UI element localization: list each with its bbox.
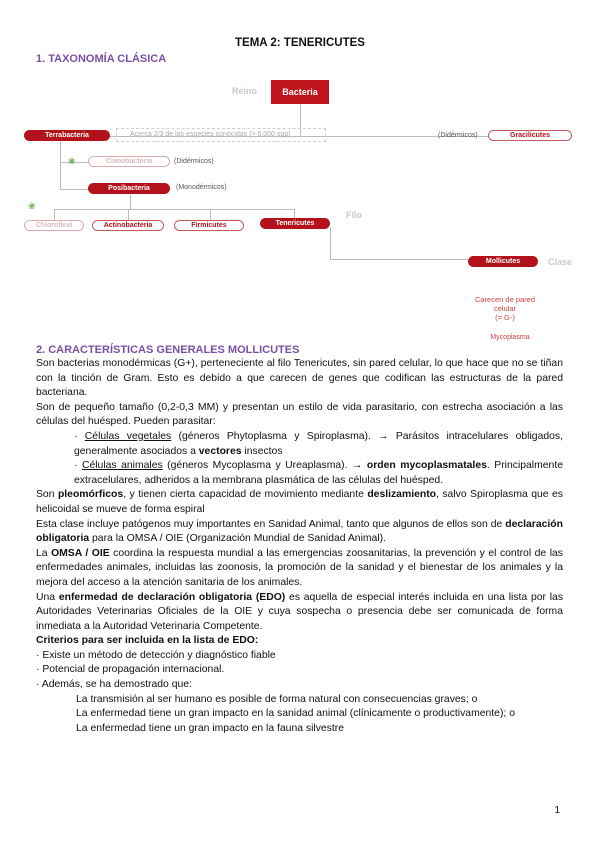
text: , salvo Spiroplasma que es helicoidal se mueve de forma espiral — [36, 489, 563, 515]
text: (géneros Phytoplasma y Spiroplasma). → Parásitos intracelulares obligados, generalmente asociados a — [74, 430, 563, 457]
paragraph — [36, 518, 563, 547]
node-tenericutes: Tenericutes — [260, 218, 330, 229]
bullet-mark: · — [74, 430, 85, 442]
text: para la OMSA / OIE (Organización Mundial de Sanidad Animal). — [89, 533, 386, 545]
term-bold: enfermedad de declaración obligatoria (EDO) — [58, 591, 286, 603]
paragraph: Son bacterias monodérmicas (G+), perteneciente al filo Tenericutes, sin pared celular, lo que hace que no se tiñan con la tinción de Gram. Esto es debido a que carecen de genes que codifican las estructuras de la pared bacteriana. — [36, 358, 563, 399]
note-cianobacteria: (Didérmicos) — [174, 158, 214, 165]
node-firmicutes: Firmicutes — [174, 220, 244, 231]
note-line: (= G-) — [495, 313, 515, 322]
note-didermicos: (Didérmicos) — [438, 132, 478, 139]
body-text — [36, 357, 563, 736]
node-actinobacteria: Actinobacteria — [92, 220, 164, 231]
connector-line — [54, 209, 294, 210]
node-bacteria: Bacteria — [271, 80, 329, 104]
page-title: TEMA 2: TENERICUTES — [235, 37, 365, 49]
text: . Principalmente extracelulares, adheridos a la membrana plasmática de las células del huésped. — [74, 460, 563, 486]
sub-criteria-item: La transmisión al ser humano es posible de forma natural con consecuencias graves; o — [76, 693, 478, 705]
paragraph — [36, 591, 563, 635]
term-bold: OMSA / OIE — [51, 547, 110, 559]
criteria-item: · Además, se ha demostrado que: — [36, 679, 192, 691]
text: La — [36, 547, 52, 559]
rank-label-reino: Reino — [232, 86, 258, 96]
text: Esta clase incluye patógenos muy importantes en Sanidad Animal, tanto que algunos de ellos son de — [36, 518, 506, 530]
note-sin-pared — [460, 295, 550, 322]
connector-line — [60, 189, 90, 190]
text: Son — [36, 489, 58, 501]
node-gracilicutes: Gracilicutes — [488, 130, 572, 141]
section-heading-caracteristicas: 2. CARACTERÍSTICAS GENERALES MOLLICUTES — [36, 344, 300, 356]
sub-criteria-item: La enfermedad tiene un gran impacto en la sanidad animal (clínicamente o productivamente); o — [76, 708, 515, 720]
term-bold: orden mycoplasmatales — [366, 460, 487, 472]
term: Células animales — [81, 460, 163, 472]
criteria-item: · Potencial de propagación internacional. — [36, 664, 225, 676]
term-bold: vectores — [198, 445, 242, 457]
node-cianobacteria: Cianobacteria — [88, 156, 170, 167]
bullet-celulas-vegetales — [36, 430, 563, 459]
paragraph: Son de pequeño tamaño (0,2-0,3 MM) y presentan un estilo de vida parasitario, con estrecha asociación a las células del huésped. Pueden parasitar: — [36, 401, 563, 428]
term-bold: deslizamiento — [367, 489, 437, 501]
note-terrabacteria: Acerca 2/3 de las especies conocidas (> 6.000 spp) — [130, 131, 291, 138]
note-posibacteria: (Monodérmicos) — [176, 184, 227, 191]
rank-label-clase: Clase — [548, 257, 573, 267]
text: coordina la respuesta mundial a las emergencias zoosanitarias, la prevención y el control de las enfermedades animales, incluidas las zoonosis, la promoción de la sanidad y el bienestar de los animales y la mejora del acceso a la atención sanitaria de los animales. — [36, 547, 563, 588]
text: Una — [36, 591, 59, 603]
term-bold: declaración obligatoria — [36, 518, 563, 545]
text: (géneros Mycoplasma y Ureaplasma). → — [162, 460, 367, 472]
text: , y tienen cierta capacidad de movimiento mediante — [123, 489, 368, 501]
bullet-celulas-animales — [36, 459, 563, 488]
term: Células vegetales — [84, 430, 172, 442]
note-line: celular — [493, 304, 517, 313]
section-heading-taxonomia: 1. TAXONOMÍA CLÁSICA — [36, 53, 167, 65]
criteria-title — [36, 634, 563, 649]
plant-icon: ❀ — [28, 201, 36, 211]
plant-icon: ❀ — [68, 156, 76, 166]
connector-line — [60, 136, 61, 190]
node-mollicutes: Mollicutes — [468, 256, 538, 267]
paragraph — [36, 547, 563, 591]
node-chloroflexi: Chloroflexi — [24, 220, 84, 231]
note-mycoplasma: Mycoplasma — [490, 334, 530, 341]
text: es aquella de especial interés incluida en una lista por las Autoridades Veterinarias Oficiales de la OIE y cuya sospecha o presencia debe ser comunicada de forma inmediata a la Autoridad Veterinaria Competente. — [36, 591, 564, 632]
node-posibacteria: Posibacteria — [88, 183, 170, 194]
connector-line — [130, 195, 131, 209]
paragraph — [36, 488, 563, 517]
criteria-item: · Existe un método de detección y diagnóstico fiable — [36, 649, 276, 661]
bullet-mark: · — [74, 460, 82, 472]
term-bold: Criterios para ser incluida en la lista de EDO: — [36, 635, 259, 647]
node-terrabacteria: Terrabacteria — [24, 130, 110, 141]
connector-line — [330, 259, 468, 260]
text: insectos — [241, 445, 283, 457]
sub-criteria-item: La enfermedad tiene un gran impacto en la fauna silvestre — [76, 722, 345, 734]
rank-label-filo: Filo — [346, 210, 362, 220]
connector-line — [330, 227, 331, 259]
note-line: Carecen de pared — [474, 295, 536, 304]
term-bold: pleomórficos — [57, 489, 124, 501]
page-number: 1 — [554, 805, 560, 816]
